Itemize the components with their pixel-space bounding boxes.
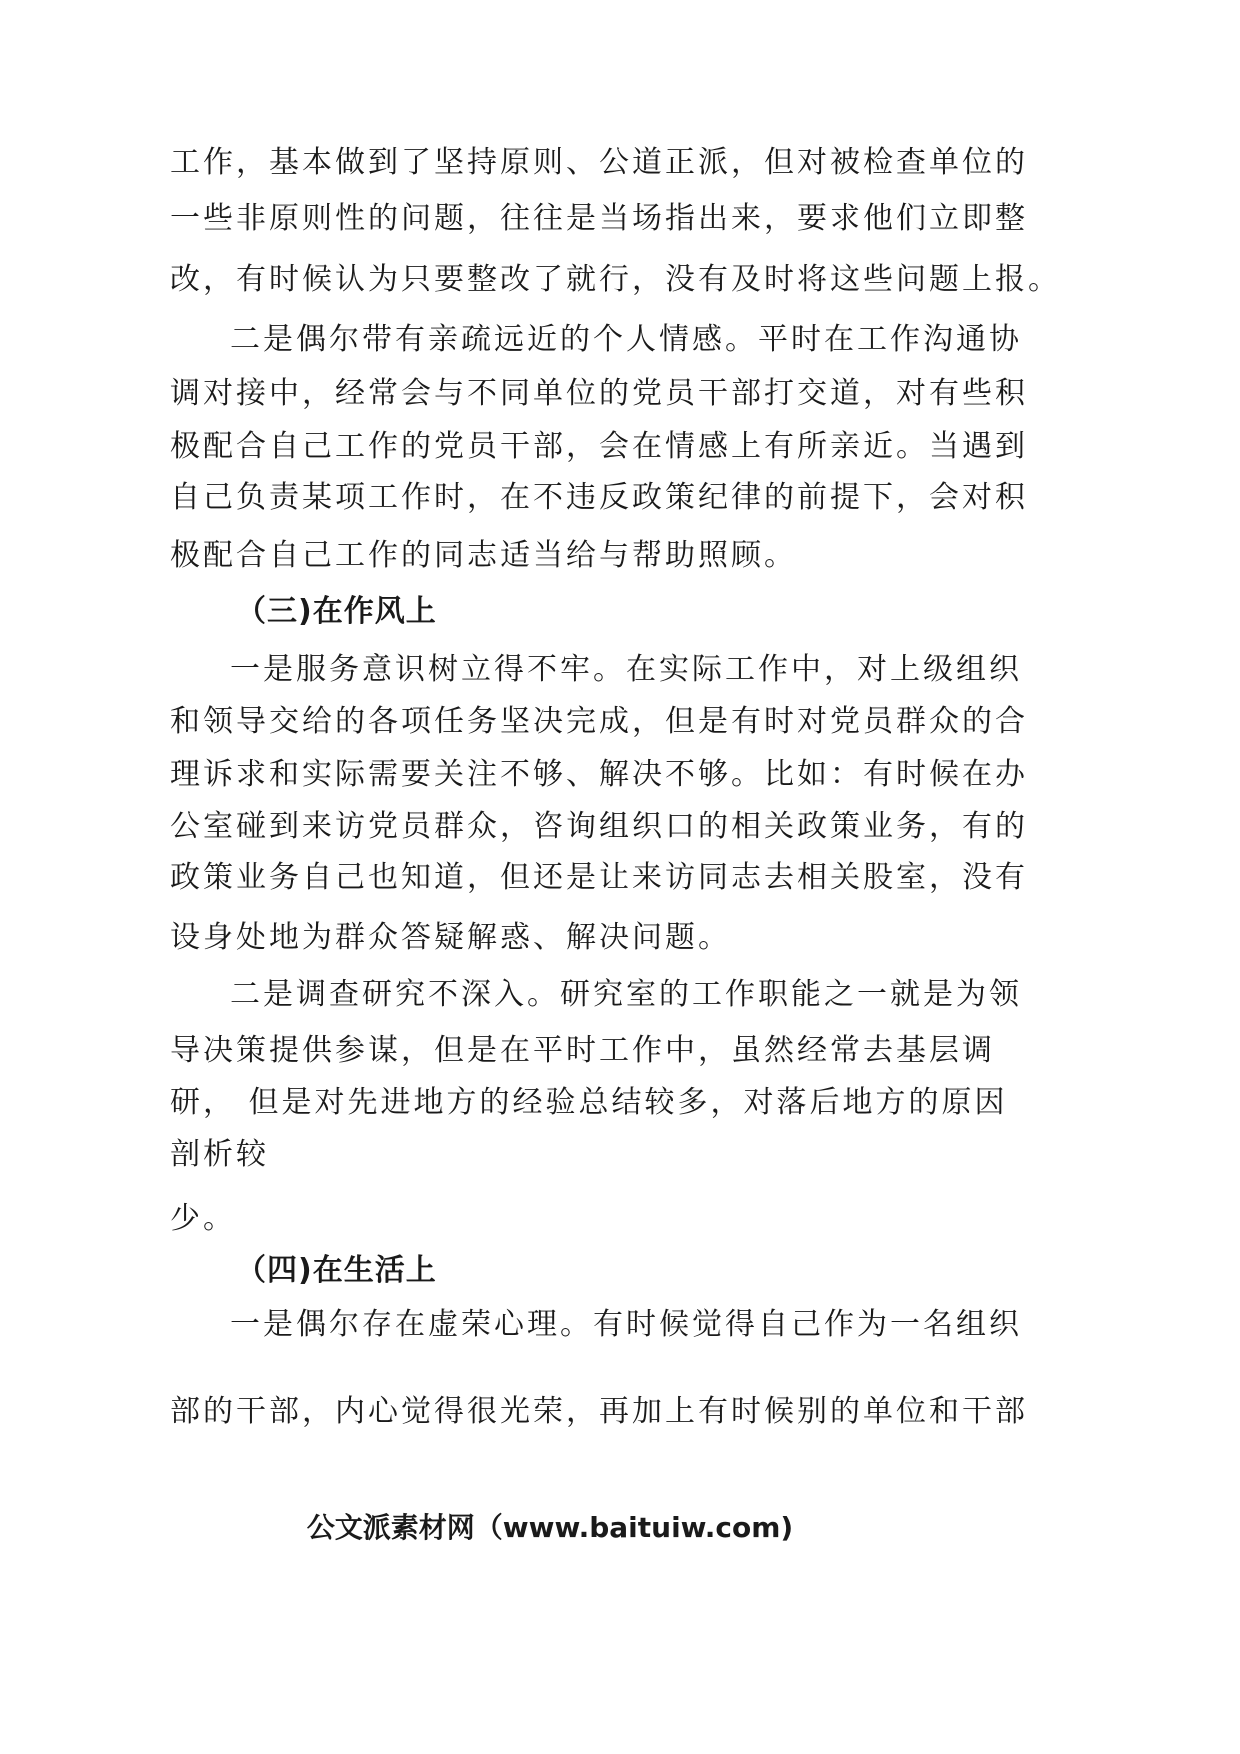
- body-line: 改，有时候认为只要整改了就行，没有及时将这些问题上报。: [170, 262, 1061, 297]
- body-line: 理诉求和实际需要关注不够、解决不够。比如：有时候在办: [170, 757, 1028, 792]
- body-line: 一是偶尔存在虚荣心理。有时候觉得自己作为一名组织: [230, 1307, 1022, 1342]
- body-line: 少。: [170, 1201, 236, 1236]
- body-line: 部的干部，内心觉得很光荣，再加上有时候别的单位和干部: [170, 1394, 1028, 1429]
- body-line: 极配合自己工作的党员干部，会在情感上有所亲近。当遇到: [170, 429, 1028, 464]
- body-line: 自己负责某项工作时，在不违反政策纪律的前提下，会对积: [170, 480, 1028, 515]
- body-line: 二是调查研究不深入。研究室的工作职能之一就是为领: [230, 977, 1022, 1012]
- body-line: 剖析较: [170, 1137, 269, 1172]
- body-line: 极配合自己工作的同志适当给与帮助照顾。: [170, 538, 797, 573]
- body-line: 设身处地为群众答疑解惑、解决问题。: [170, 920, 731, 955]
- body-line: 一是服务意识树立得不牢。在实际工作中，对上级组织: [230, 652, 1022, 687]
- body-line: 导决策提供参谋，但是在平时工作中，虽然经常去基层调: [170, 1033, 995, 1068]
- section-heading: （四)在生活上: [236, 1253, 437, 1288]
- body-line: 一些非原则性的问题，往往是当场指出来，要求他们立即整: [170, 201, 1028, 236]
- footer-watermark-text: 公文派素材网（www.baituiw.com): [306, 1511, 794, 1544]
- body-line: 调对接中，经常会与不同单位的党员干部打交道，对有些积: [170, 376, 1028, 411]
- body-line: 和领导交给的各项任务坚决完成，但是有时对党员群众的合: [170, 704, 1028, 739]
- section-heading: （三)在作风上: [236, 594, 437, 629]
- body-line: 二是偶尔带有亲疏远近的个人情感。平时在工作沟通协: [230, 322, 1022, 357]
- body-line: 研， 但是对先进地方的经验总结较多，对落后地方的原因: [170, 1085, 1008, 1120]
- body-line: 政策业务自己也知道，但还是让来访同志去相关股室，没有: [170, 860, 1028, 895]
- body-line: 公室碰到来访党员群众，咨询组织口的相关政策业务，有的: [170, 809, 1028, 844]
- body-line: 工作，基本做到了坚持原则、公道正派，但对被检查单位的: [170, 145, 1028, 180]
